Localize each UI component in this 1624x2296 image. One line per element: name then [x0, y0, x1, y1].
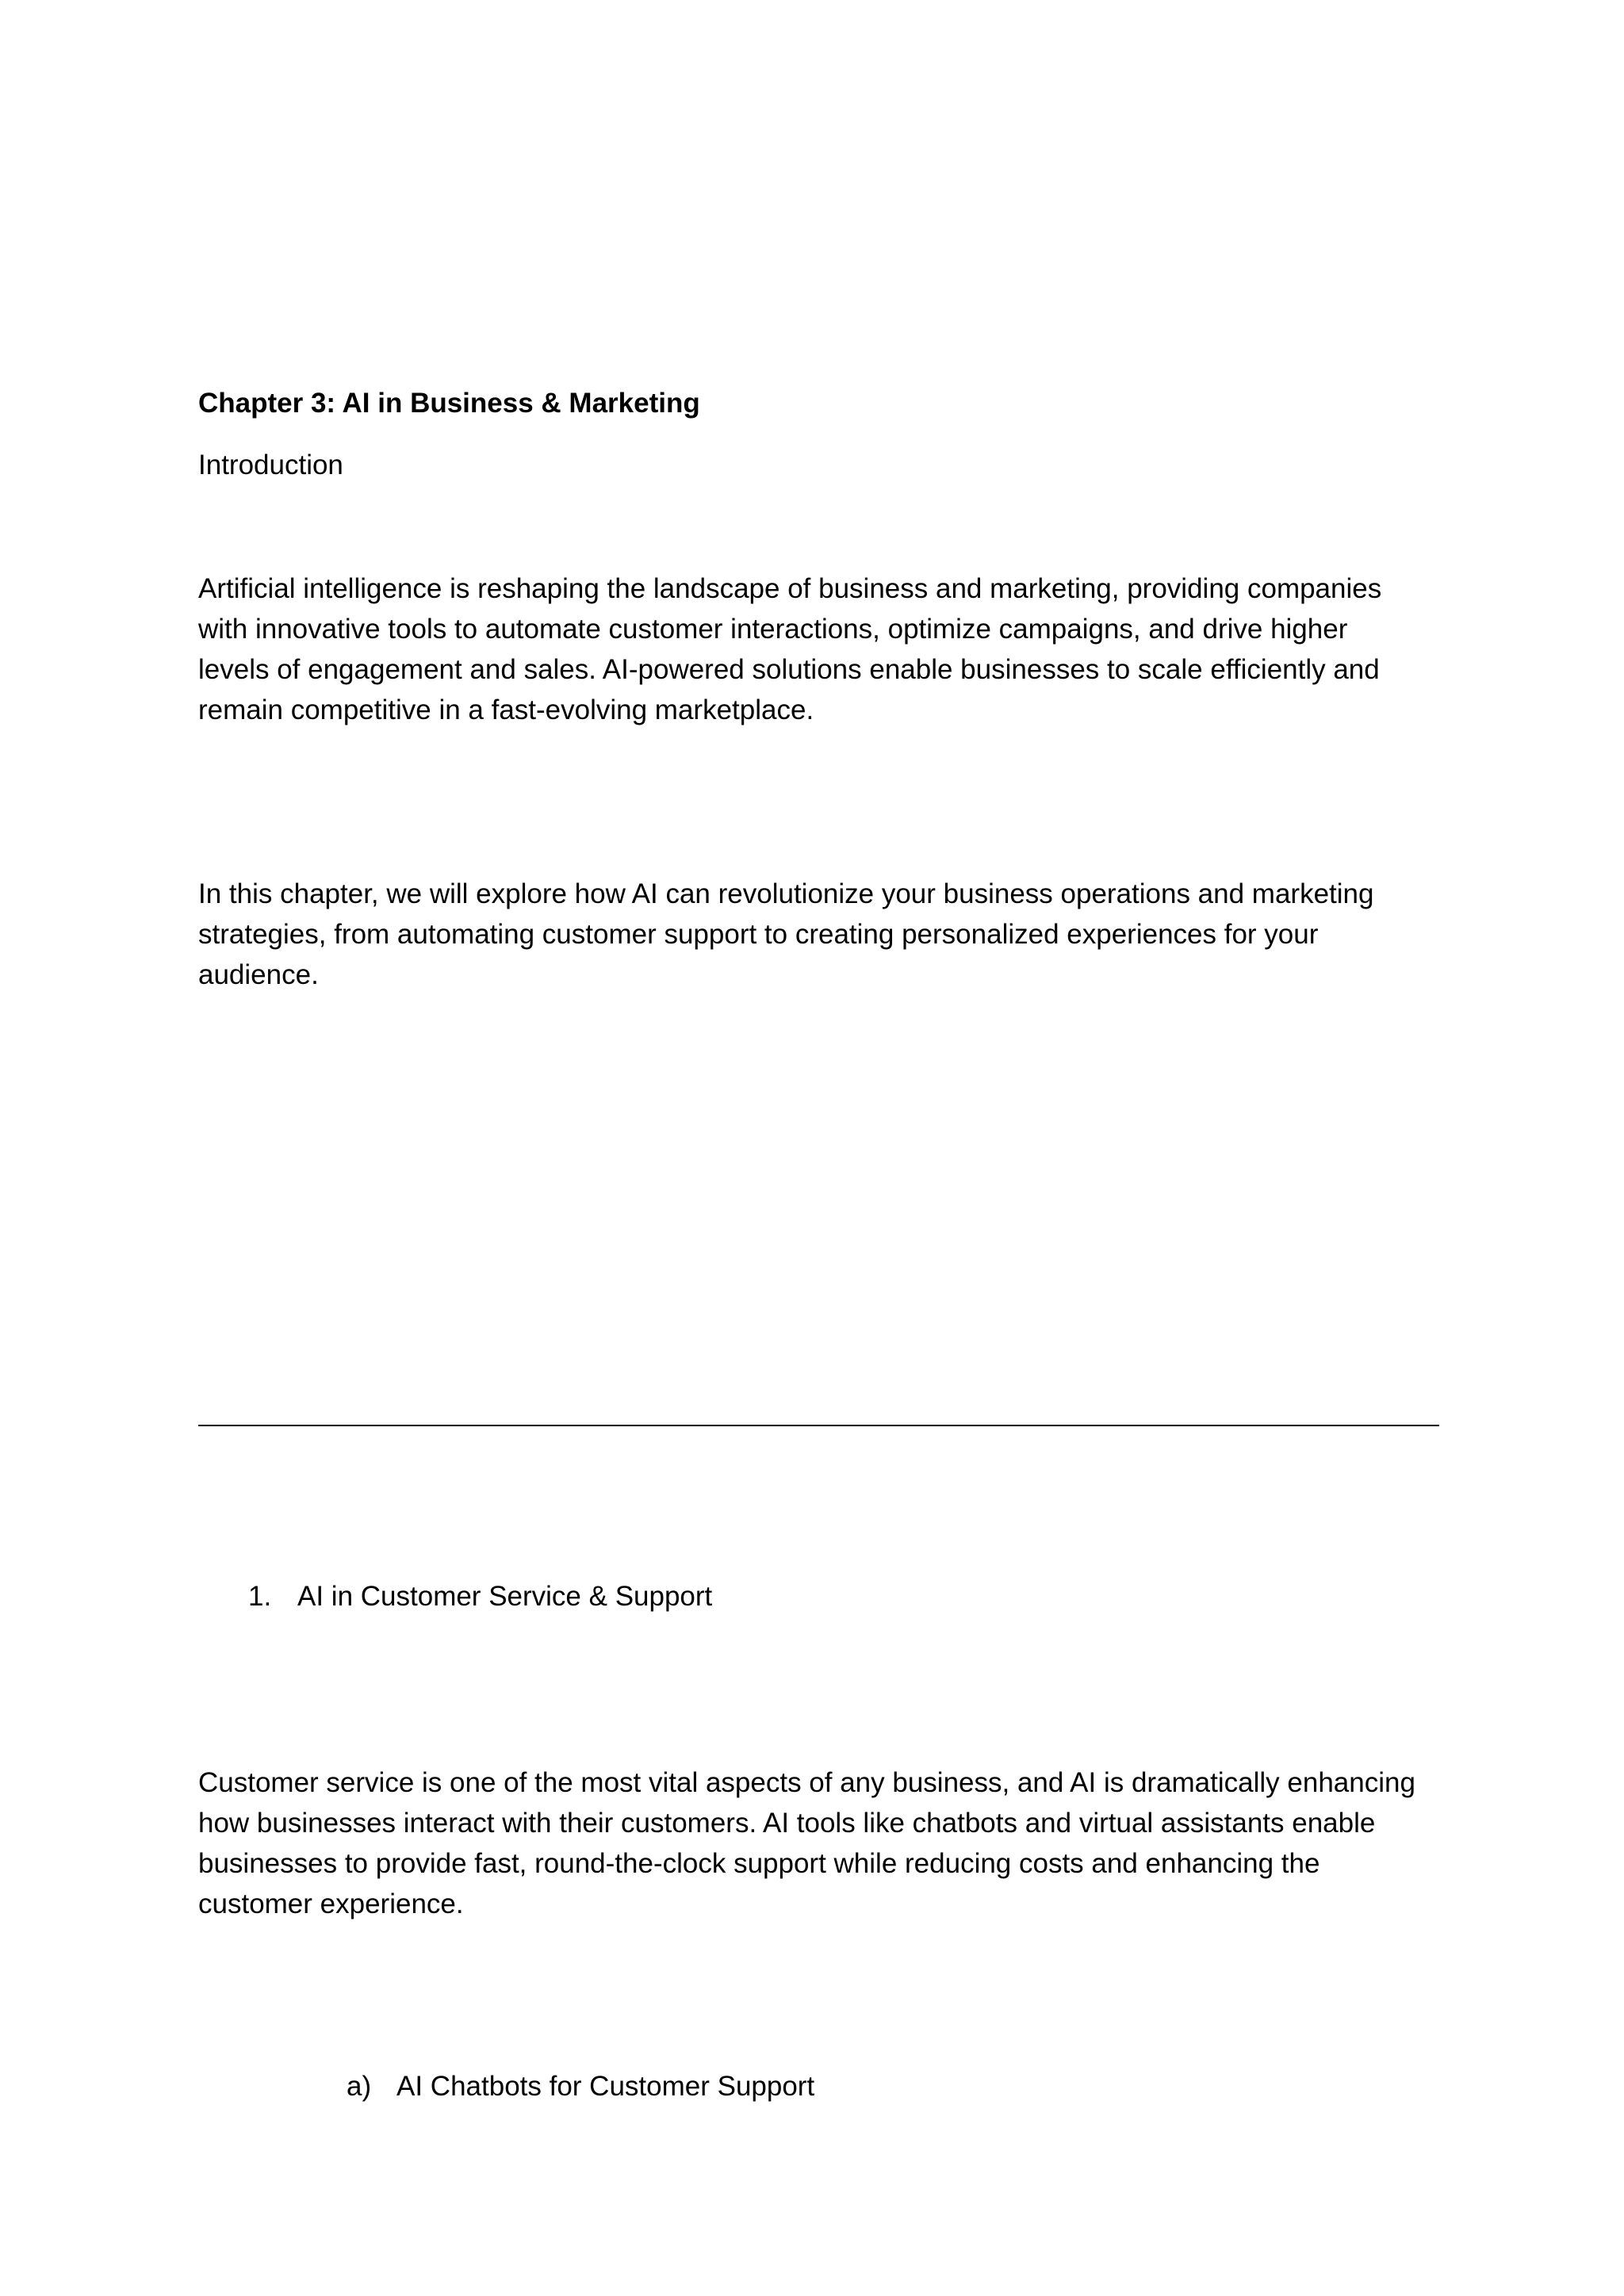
- list-letter: a): [347, 2071, 372, 2102]
- horizontal-divider: [198, 1425, 1439, 1426]
- intro-paragraph-2: In this chapter, we will explore how AI can revolutionize your business operations and marketing strategies, from automating customer support to creating personalized experiences for your audience.: [198, 878, 1374, 990]
- intro-heading: Introduction: [198, 450, 343, 480]
- chapter-title: Chapter 3: AI in Business & Marketing: [198, 388, 700, 419]
- section-1-heading: [248, 1576, 712, 1617]
- section-1-paragraph: Customer service is one of the most vital aspects of any business, and AI is dramatically enhancing how businesses interact with their customers. AI tools like chatbots and virtual assistants enable businesses to provide fast, round-the-clock support while reducing costs and enhancing the customer experience.: [198, 1767, 1415, 1919]
- list-number: 1.: [248, 1581, 272, 1612]
- subsection-a-heading: [347, 2066, 814, 2107]
- intro-paragraph-1: Artificial intelligence is reshaping the landscape of business and marketing, providing companies with innovative tools to automate customer interactions, optimize campaigns, and drive higher levels of engagement and sales. AI-powered solutions enable businesses to scale efficiently and remain competitive in a fast-evolving marketplace.: [198, 573, 1382, 725]
- section-1-title: AI in Customer Service & Support: [297, 1581, 713, 1612]
- subsection-a-title: AI Chatbots for Customer Support: [396, 2071, 815, 2102]
